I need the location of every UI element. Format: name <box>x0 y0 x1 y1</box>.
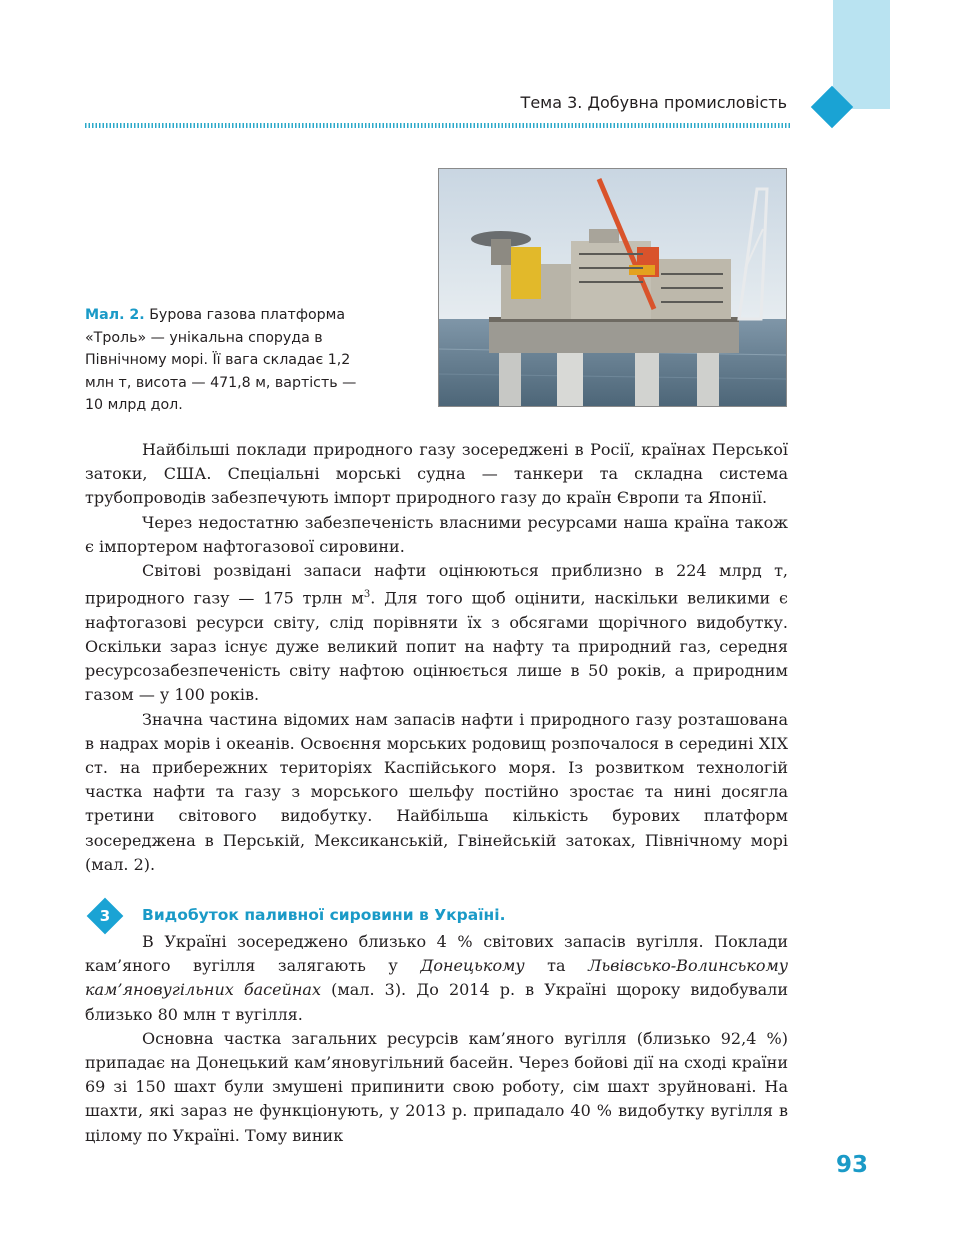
header-dotted-rule <box>85 123 790 128</box>
corner-accent-block <box>833 0 890 109</box>
page-number: 93 <box>836 1152 869 1178</box>
running-head: Тема 3. Добувна промисловість <box>520 93 787 112</box>
figure-caption <box>85 304 375 417</box>
paragraph-offshore: Значна частина відомих нам запасів нафти і природного газу розташована в надрах морів і океанів. Освоєння морських родовищ розпочалося в середині XIX ст. на прибережних територіях Каспійського моря. Із розвитком технологій частка нафти та газу з морського шельфу постійно зростає та нині досягла третини світового видобутку. Найбільша кількість бурових платформ зосереджена в Перській, Мексиканській, Гвінейській затоках, Північному морі (мал. 2). <box>85 709 788 874</box>
section-title: Видобуток паливної сировини в Україні. <box>142 906 506 924</box>
paragraph-world-reserves: Світові розвідані запаси нафти оцінюються приблизно в 224 млрд т, природного газу — 175 трлн $м^3$. Для того щоб оцінити, наскільки великими є нафтогазові ресурси світу, слід порівняти їх з обсягами щорічного видобутку. Оскільки зараз існує дуже великий попит на нафту та природний газ, середня ресурсозабезпеченість світу нафтою оцінюється лише в 50 років, а природним газом — у 100 років. <box>85 561 788 705</box>
body-text-section <box>85 930 788 1148</box>
body-text-main <box>85 438 788 877</box>
figure-caption-text: Бурова газова платформа «Троль» — унікальна споруда в Північному морі. Її вага складає 1,2 млн т, висота — 471,8 м, вартість — 10 млрд дол. <box>85 307 357 413</box>
section-number: 3 <box>99 907 111 925</box>
paragraph-donbas: Основна частка загальних ресурсів кам’яного вугілля (близько 92,4 %) припадає на Донецький кам’яновугільний басейн. Через бойові дії на сході країни 69 зі 150 шахт були змушені припинити свою роботу, сім шахт зруйновані. На шахти, які зараз не функціонують, у 2013 р. припадало 40 % видобутку вугілля в цілому по Україні. Тому виник <box>85 1028 788 1145</box>
paragraph-coal-reserves: В Україні зосереджено близько 4 % світових запасів вугілля. Поклади кам’яного вугілля залягають у Донецькому та Львівсько-Волинському кам’яновугільних басейнах (мал. 3). До 2014 р. в Україні щороку видобували близько 80 млн т вугілля. <box>85 932 789 1024</box>
figure-photo-platform <box>438 168 787 407</box>
figure-caption-label: Мал. 2. <box>85 307 145 323</box>
paragraph-import: Через недостатню забезпеченість власними ресурсами наша країна також є імпортером нафтогазової сировини. <box>85 512 788 556</box>
offshore-platform-image <box>439 169 786 406</box>
paragraph-gas-reserves: Найбільші поклади природного газу зосереджені в Росії, країнах Перської затоки, США. Спеціальні морські судна — танкери та складна система трубопроводів забезпечують імпорт природного газу до країн Європи та Японії. <box>85 440 788 508</box>
